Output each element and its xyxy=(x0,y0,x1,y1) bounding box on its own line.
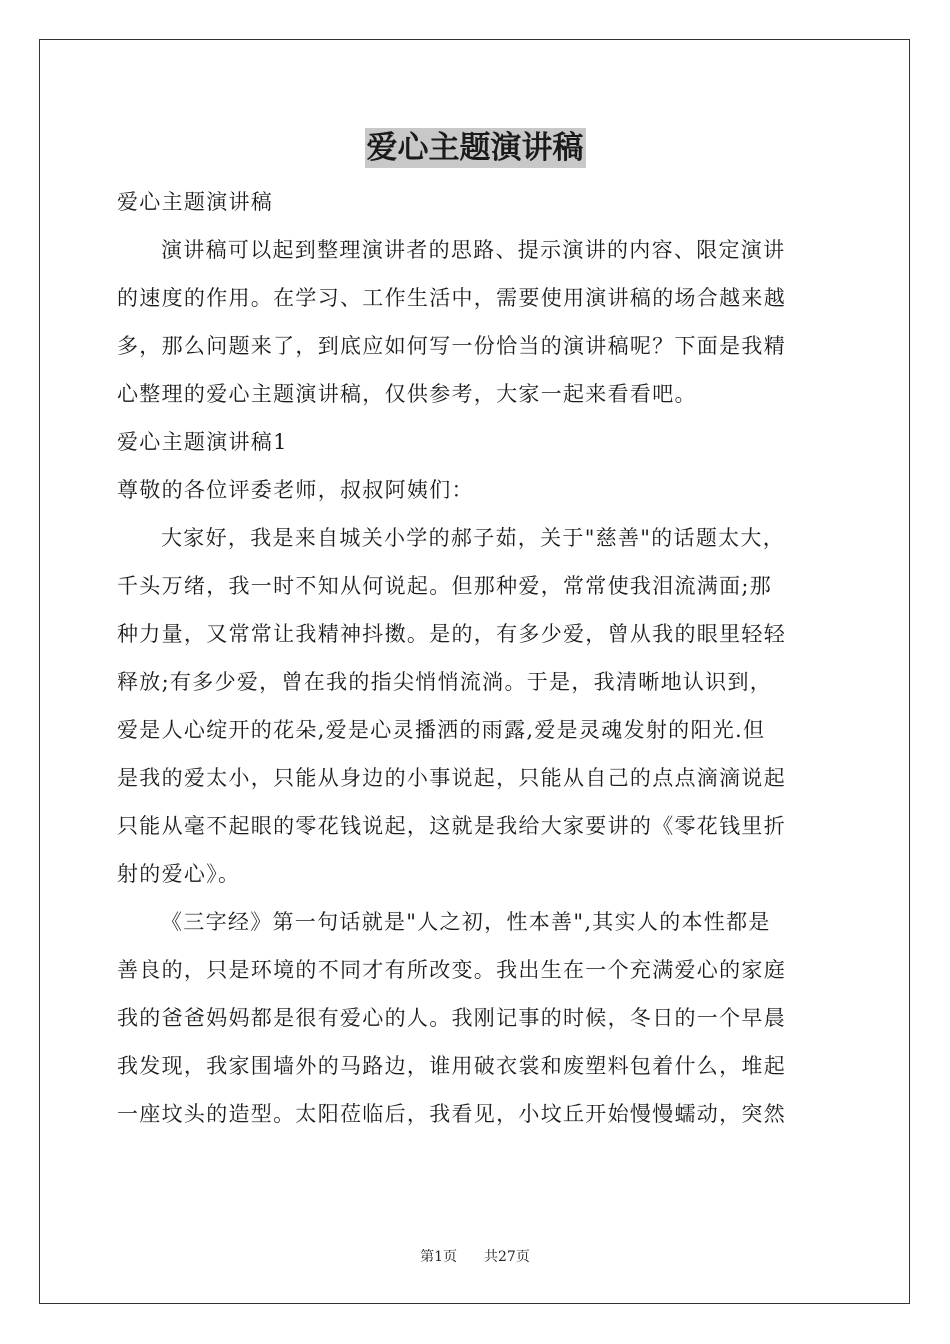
page-footer xyxy=(0,1246,950,1266)
page-number-current: 第1页 xyxy=(420,1249,458,1265)
text-line: 一座坟头的造型。太阳莅临后，我看见，小坟丘开始慢慢蠕动，突然 xyxy=(117,1102,786,1126)
text-line: 种力量，又常常让我精神抖擞。是的，有多少爱，曾从我的眼里轻轻 xyxy=(117,622,786,646)
text-line: 我发现，我家围墙外的马路边，谁用破衣裳和废塑料包着什么，堆起 xyxy=(117,1054,786,1078)
text-line: 只能从毫不起眼的零花钱说起，这就是我给大家要讲的《零花钱里折 xyxy=(117,814,786,838)
text-line: 善良的，只是环境的不同才有所改变。我出生在一个充满爱心的家庭 xyxy=(117,958,786,982)
text-line: 的速度的作用。在学习、工作生活中，需要使用演讲稿的场合越来越 xyxy=(117,286,786,310)
text-line: 爱心主题演讲稿 xyxy=(117,190,274,214)
document-title: 爱心主题演讲稿 xyxy=(366,130,584,166)
document-body xyxy=(117,178,837,1138)
text-line: 射的爱心》。 xyxy=(117,862,241,886)
text-line: 释放;有多少爱，曾在我的指尖悄悄流淌。于是，我清晰地认识到， xyxy=(117,670,773,694)
text-line: 千头万绪，我一时不知从何说起。但那种爱，常常使我泪流满面;那 xyxy=(117,574,773,598)
title-container xyxy=(0,128,950,168)
text-line: 爱心主题演讲稿1 xyxy=(117,430,288,454)
page-number-total: 共27页 xyxy=(484,1249,530,1265)
text-line: 我的爸爸妈妈都是很有爱心的人。我刚记事的时候，冬日的一个早晨 xyxy=(117,1006,786,1030)
text-line: 演讲稿可以起到整理演讲者的思路、提示演讲的内容、限定演讲 xyxy=(161,238,786,262)
text-line: 爱是人心绽开的花朵,爱是心灵播洒的雨露,爱是灵魂发射的阳光.但 xyxy=(117,718,766,742)
text-line: 是我的爱太小，只能从身边的小事说起，只能从自己的点点滴滴说起 xyxy=(117,766,786,790)
text-line: 尊敬的各位评委老师，叔叔阿姨们： xyxy=(117,478,474,502)
text-line: 《三字经》第一句话就是"人之初，性本善",其实人的本性都是 xyxy=(161,910,771,934)
text-line: 多，那么问题来了，到底应如何写一份恰当的演讲稿呢？下面是我精 xyxy=(117,334,786,358)
text-line: 心整理的爱心主题演讲稿，仅供参考，大家一起来看看吧。 xyxy=(117,382,697,406)
text-line: 大家好，我是来自城关小学的郝子茹，关于"慈善"的话题太大， xyxy=(161,526,786,550)
